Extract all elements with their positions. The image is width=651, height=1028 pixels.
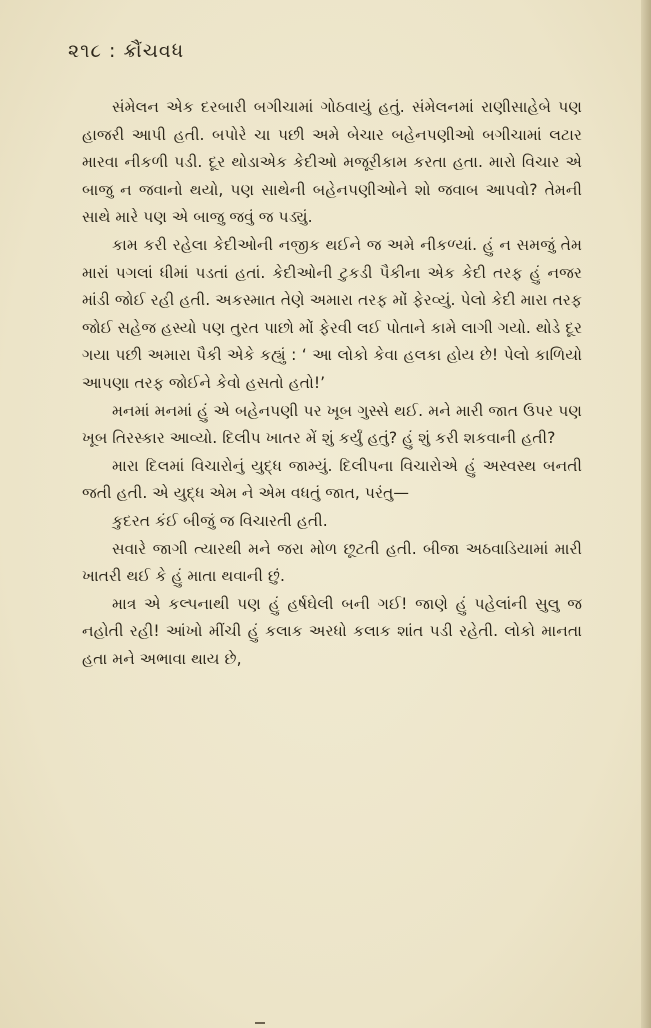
paragraph-5: કુદરત કંઈ બીજું જ વિચારતી હતી.: [112, 511, 328, 530]
page-body: [82, 94, 582, 673]
paragraph-7: માત્ર એ કલ્પનાથી પણ હું હર્ષઘેલી બની ગઈ! જાણે હું પહેલાંની સુલુ જ નહોતી રહી! આંખો મીંચી હું કલાક અરધો કલાક શાંત પડી રહેતી. લોકો માનતા હતા મને અભાવા થાય છે,: [82, 594, 582, 668]
page-binding-edge: [641, 0, 651, 1028]
page-bottom-mark: [255, 1022, 265, 1024]
paragraph-1: સંમેલન એક દરબારી બગીચામાં ગોઠવાયું હતું. સંમેલનમાં રાણીસાહેબે પણ હાજરી આપી હતી. બપોરે ચા પછી અમે બેચાર બહેનપણીઓ બગીચામાં લટાર મારવા નીકળી પડી. દૂર થોડાએક કેદીઓ મજૂરીકામ કરતા હતા. મારો વિચાર એ બાજુ ન જવાનો થયો, પણ સાથેની બહેનપણીઓને શો જવાબ આપવો? તેમની સાથે મારે પણ એ બાજુ જવું જ પડ્યું.: [82, 98, 582, 227]
paragraph-4: મારા દિલમાં વિચારોનું યુદ્ધ જામ્યું. દિલીપના વિચારોએ હું અસ્વસ્થ બનતી જતી હતી. એ યુદ્ધ એમ ને એમ વધતું જાત, પરંતુ—: [82, 456, 582, 503]
running-head: ૨૧૮ : ક્રૌંચવધ: [68, 40, 185, 62]
paragraph-2: કામ કરી રહેલા કેદીઓની નજીક થઈને જ અમે નીકળ્યાં. હું ન સમજું તેમ મારાં પગલાં ધીમાં પડતાં હતાં. કેદીઓની ટુકડી પૈકીના એક કેદી તરફ હું નજર માંડી જોઈ રહી હતી. અકસ્માત તેણે અમારા તરફ મોં ફેરવ્યું. પેલો કેદી મારા તરફ જોઈ સહેજ હસ્યો પણ તુરત પાછો મોં ફેરવી લઈ પોતાને કામે લાગી ગયો. થોડે દૂર ગયા પછી અમારા પૈકી એકે કહ્યું : ‘ આ લોકો કેવા હલકા હોય છે! પેલો કાળિયો આપણા તરફ જોઈને કેવો હસતો હતો!’: [82, 235, 582, 392]
paragraph-6: સવારે જાગી ત્યારથી મને જરા મોળ છૂટતી હતી. બીજા અઠવાડિયામાં મારી ખાતરી થઈ કે હું માતા થવાની છું.: [82, 539, 582, 586]
paragraph-3: મનમાં મનમાં હું એ બહેનપણી પર ખૂબ ગુસ્સે થઈ. મને મારી જાત ઉપર પણ ખૂબ તિરસ્કાર આવ્યો. દિલીપ ખાતર મેં શું કર્યું હતું? હું શું કરી શકવાની હતી?: [82, 401, 582, 448]
